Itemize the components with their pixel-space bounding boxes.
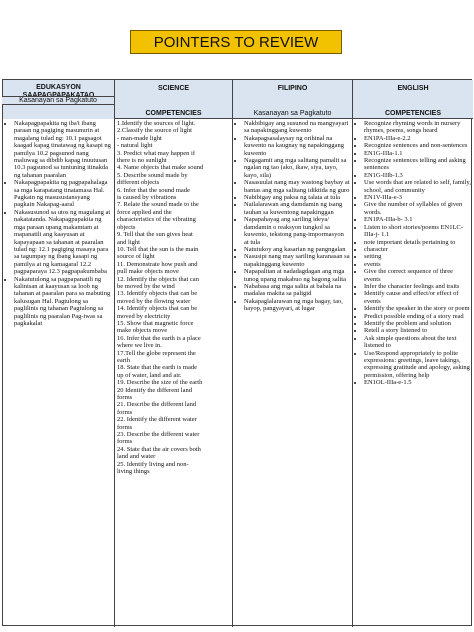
science-competency-item: objects — [117, 223, 136, 231]
science-competency-item: living things — [117, 468, 150, 476]
english-competency-item: • Give the correct sequence of three events — [364, 268, 471, 283]
header-science-spacer — [115, 99, 233, 109]
science-competency-item: earth — [117, 357, 130, 364]
subheader-english: COMPETENCIES — [353, 109, 473, 119]
science-competency-item: forms — [117, 408, 133, 416]
english-competency-item: • EN1G-IIIa-1.1 — [364, 150, 471, 157]
header-filipino: FILIPINO — [233, 80, 353, 99]
filipino-competency-item: • Nasusipi nang may sariling karanasan sa napakinggang kuwento — [244, 253, 350, 268]
subheader-esp: Kasanayan sa Pagkatuto — [2, 96, 114, 105]
science-competency-item: 19. Describe the size of the earth — [117, 379, 203, 387]
science-competency-item: is caused by vibrations — [117, 194, 177, 202]
science-competency-item: force applied and the — [117, 208, 172, 216]
english-competency-item: • EN1PA-IIIa-e-2.2 — [364, 135, 471, 142]
science-competency-item: 4. Name objects that make sound — [117, 164, 204, 172]
english-column — [353, 119, 473, 627]
english-competency-item: • character — [364, 246, 471, 253]
esp-competency-item: • Nakapagpapakita ng pagpapahalaga sa mga karapatang tinatamasa Hal. Pagkain ng masusustansyang pagkain Nakapag-aaral — [14, 179, 112, 209]
filipino-competency-item: • Napapahayag ang sariling ideya/ damdamin o reaksyon tungkol sa kuwento, tekstong pang-impormasyon at tula — [244, 216, 350, 246]
filipino-column — [233, 119, 353, 627]
esp-competency-item: • Nakatutulong sa pagpapanatili ng kalinisan at kaayusan sa loob ng tahanan at paaralan para sa mabuting kalusugan Hal. Pagtulong sa paglilinis ng tahanan Pagtulong sa paglilinis ng paaralan Pag-iwas sa pagkakalat — [14, 276, 112, 328]
science-competency-item: - natural light — [117, 142, 153, 150]
science-competency-item: 21. Describe the different land — [117, 401, 197, 409]
filipino-competency-item: • Nabibigay ang paksa ng talata at tula — [244, 194, 350, 201]
filipino-competency-item: • Nakapagsasalaysay ng orihinal na kuwento na kaugnay ng napakinggang kuwento — [244, 135, 350, 157]
english-competency-item: • Identify the problem and solution — [364, 320, 471, 327]
english-competency-item: • Identify the speaker in the story or poem — [364, 305, 471, 312]
science-column — [115, 119, 233, 627]
english-competency-item: • events — [364, 261, 471, 268]
science-competency-item: 12. Identify the objects that can — [117, 275, 199, 283]
filipino-competency-item: • Nasasuulat nang may wastong baybay at bantas ang mga salitang idiktida ng guro — [244, 179, 350, 194]
science-competency-item: 15. Show that magnetic force — [117, 319, 194, 327]
filipino-competency-item: • Nailalarawan ang damdamin ng isang tauhan sa kuwentong napakinggan — [244, 201, 350, 216]
science-competency-item: 25. Identify living and non- — [117, 460, 189, 468]
english-competency-item: • EN1V-IIIa-e-3 — [364, 194, 471, 201]
english-competency-item: • Give the number of syllables of given words. — [364, 201, 471, 216]
subheader-filipino: Kasanayan sa Pagkatuto — [233, 109, 353, 119]
page-title: POINTERS TO REVIEW — [130, 30, 342, 54]
science-competency-item: - man-made light — [117, 134, 162, 142]
science-competency-item: 13. Identify objects that can be — [117, 290, 198, 298]
science-competency-item: 1.Identify the sources of light. — [117, 120, 196, 127]
filipino-competency-item: • Nakbibigay ang susunod na mangyayari sa napakinggang kuwento — [244, 120, 350, 135]
science-competency-item: 23. Describe the different water — [117, 431, 200, 439]
english-competency-item: • note important details pertaining to — [364, 239, 471, 246]
science-competency-item: 5. Describe sound made by — [117, 171, 188, 179]
science-competency-item: 16. Infer that the earth is a place — [117, 334, 201, 342]
english-competency-item: • Recognize sentences telling and asking sentences — [364, 157, 471, 172]
header-filipino-spacer — [233, 99, 353, 109]
science-competency-item: up of water, land and air. — [117, 371, 182, 379]
science-competency-item: 9. Tell that the sun gives heat — [117, 231, 193, 239]
science-competency-item: 6. Infer that the sound made — [117, 186, 190, 194]
english-list — [355, 120, 471, 387]
english-competency-item: • Recognize sentences and non-sentences — [364, 142, 471, 149]
science-competency-item: and light — [117, 238, 140, 246]
science-competency-item: 20 Identify the different land — [117, 386, 192, 394]
science-competency-item: moved by the flowing water — [117, 297, 191, 305]
competency-table — [2, 79, 472, 626]
science-competency-item: pull make objects move — [117, 268, 179, 276]
science-competency-item: 10. Tell that the sun is the main — [117, 245, 199, 253]
esp-list — [5, 120, 112, 327]
science-competency-item: 11. Demonstrate how push and — [117, 260, 198, 268]
esp-column — [3, 119, 115, 627]
english-competency-item: • Ask simple questions about the text listened to — [364, 335, 471, 350]
science-competency-item: land and water — [117, 453, 156, 461]
english-competency-item: • EN1G-IIIb-1.3 — [364, 172, 471, 179]
header-esp-title: EDUKASYON — [36, 84, 81, 91]
filipino-competency-item: • Nagagamit ang mga salitang pamalit sa ngalan ng tao (ako, ikaw, siya, tayo, kayo, sila) — [244, 157, 350, 179]
header-english: ENGLISH — [353, 80, 473, 99]
english-competency-item: • EN1PA-IIIa-b- 3.1 — [364, 216, 471, 223]
header-english-spacer — [353, 99, 473, 109]
english-competency-item: • Use words that are related to self, family, school, and community — [364, 179, 471, 194]
english-competency-item: • Retell a story listened to — [364, 327, 471, 334]
science-competency-item: 24. State that the air covers both — [117, 445, 201, 453]
subheader-science: COMPETENCIES — [115, 109, 233, 119]
english-competency-item: • Use/Respond appropriately to polite expressions: greetings, leave takings, expressing gratitude and apology, asking permission, offering help — [364, 350, 471, 380]
english-competency-item: • Identify cause and effect/or effect of events — [364, 290, 471, 305]
science-competency-item: different objects — [117, 179, 160, 187]
science-competency-item: 3. Predict what may happen if — [117, 149, 195, 157]
filipino-list — [235, 120, 350, 313]
science-competency-item: moved by electricity — [117, 312, 171, 320]
science-competency-item: 17.Tell the globe represent the — [117, 349, 196, 357]
english-competency-item: • Listen to short stories/poems EN1LC-IIIa-j- 1.1 — [364, 224, 471, 239]
english-competency-item: • setting — [364, 253, 471, 260]
science-list — [117, 120, 230, 476]
science-competency-item: be moved by the wind — [117, 282, 175, 290]
science-competency-item: source of light — [117, 253, 155, 261]
esp-competency-item: • Nakapagpapakita ng iba't ibang paraan ng pagiging masunurin at magalang tulad ng: 10.1 pagsagot kaagad kapag tinatawag ng kasapi ng pamilya 10.2 pagsunod nang maluwag sa dibdib kapag inuutusan 10.3 pagsunod sa tuntuning itinakda ng tahanan paaralan — [14, 120, 112, 179]
filipino-competency-item: • Nababasa ang mga salita at babala na madalas makita sa paligid — [244, 283, 350, 298]
english-competency-item: • EN1OL-IIIa-e-1.5 — [364, 379, 471, 386]
science-competency-item: forms — [117, 423, 133, 431]
science-competency-item: there is no sunlight — [117, 157, 167, 165]
science-competency-item: 22. Identify the different water — [117, 416, 197, 424]
english-competency-item: • Recognize rhyming words in nursery rhymes, poems, songs heard — [364, 120, 471, 135]
science-competency-item: 2.Classify the source of light — [117, 127, 192, 135]
science-competency-item: where we live in. — [117, 342, 162, 350]
filipino-competency-item: • Nakapaglalarawan ng mga bagay, tao, hayop, pangyayari, at lugar — [244, 298, 350, 313]
science-competency-item: forms — [117, 394, 133, 402]
science-competency-item: forms — [117, 438, 133, 446]
english-competency-item: • Predict possible ending of a story read — [364, 313, 471, 320]
science-competency-item: make objects move — [117, 327, 168, 335]
english-competency-item: • Infer the character feelings and traits — [364, 283, 471, 290]
filipino-competency-item: • Natutukoy ang kasarian ng pangngalan — [244, 246, 350, 253]
science-competency-item: characteristics of the vibrating — [117, 216, 196, 224]
header-science: SCIENCE — [115, 80, 233, 99]
science-competency-item: 14. Identify objects that can be — [117, 305, 198, 313]
filipino-competency-item: • Napapalitan at nadadagdagan ang mga tunog upang makabuo ng bagong salita — [244, 268, 350, 283]
esp-competency-item: • Nakasusunod sa utos ng magulang at nakatatanda. Nakapagpapakita ng mga paraan upang makamtam at mapanatili ang kaayusan at kapayapaan sa tahanan at paaralan tulad ng: 12.1 pagiging masaya para sa tagumpay ng ibang kasapi ng pamilya at ng kamagaral 12.2 pagpaparaya 12.3 pagpapakumbaba — [14, 209, 112, 276]
science-competency-item: 18. State that the earth is made — [117, 364, 197, 372]
science-competency-item: 7. Relate the sound made to the — [117, 201, 199, 209]
